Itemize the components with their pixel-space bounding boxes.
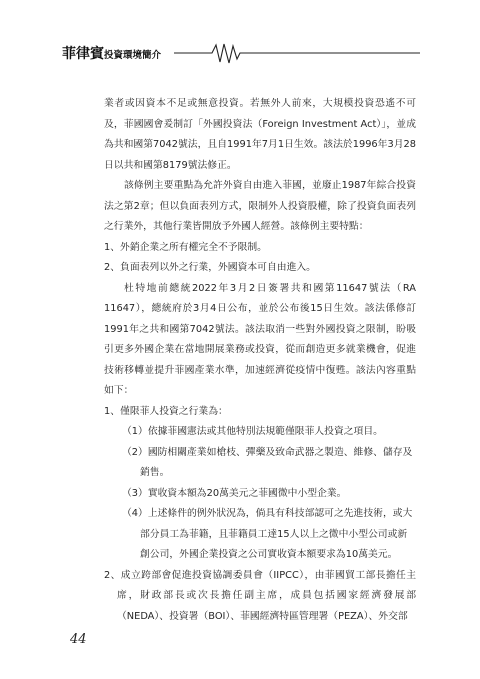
header-title-main: 菲律賓	[62, 46, 104, 62]
running-header	[62, 40, 420, 66]
amendment-item-2: 2、成立跨部會促進投資協調委員會（IIPCC），由菲國貿工部長擔任主席，財政部長或次長擔任副主席，成員包括國家經濟發展部（NEDA）、投資署（BOI）、菲國經濟特區管理署（PEZA）、外交部	[104, 569, 416, 622]
page-number: 44	[70, 632, 87, 647]
body-text	[104, 94, 416, 627]
paragraph-1: 業者或因資本不足或無意投資。若無外人前來，大規模投資恐遙不可及，菲國國會爰制訂「外國投資法（Foreign Investment Act）」，並成為共和國第7042號法，且自1991年7月1日生效。該法於1996年3月28日以共和國第8179號法修正。	[104, 98, 416, 171]
feature-item-2: 2、負面表列以外之行業，外國資本可自由進入。	[104, 262, 316, 273]
amendment-sub-item-4: （4）上述條件的例外狀況為，倘具有科技部認可之先進技術，或大部分員工為菲籍，且菲籍員工達15人以上之微中小型公司或新創公司，外國企業投資之公司實收資本額要求為10萬美元。	[122, 508, 413, 560]
feature-item-1: 1、外銷企業之所有權完全不予限制。	[104, 241, 267, 253]
header-title-sub: 投資環境簡介	[104, 50, 162, 61]
heartbeat-line-icon	[62, 40, 420, 66]
paragraph-3: 杜特地前總統2022年3月2日簽署共和國第11647號法（RA 11647），總統府於3月4日公布，並於公布後15日生效。該法係修訂1991年之共和國第7042號法。該法取消一些對外國投資之限制，盼吸引更多外國企業在當地開展業務或投資，從而創造更多就業機會，促進技術移轉並提升菲國產業水準，加速經濟從疫情中復甦。該法內容重點如下：	[104, 282, 416, 396]
amendment-item-1: 1、僅限菲人投資之行業為：	[104, 405, 228, 417]
amendment-sub-item-3: （3）實收資本額為20萬美元之菲國微中小型企業。	[122, 487, 347, 499]
paragraph-2: 該條例主要重點為允許外資自由進入菲國，並廢止1987年綜合投資法之第2章；但以負面表列方式，限制外人投資股權，除了投資負面表列之行業外，其他行業皆開放予外國人經營。該條例主要特點：	[104, 180, 416, 232]
amendment-sub-item-2: （2）國防相關產業如槍枝、彈藥及致命武器之製造、維修、儲存及銷售。	[122, 446, 413, 478]
amendment-sub-item-1: （1）依據菲國憲法或其他特別法規範僅限菲人投資之項目。	[122, 426, 383, 437]
